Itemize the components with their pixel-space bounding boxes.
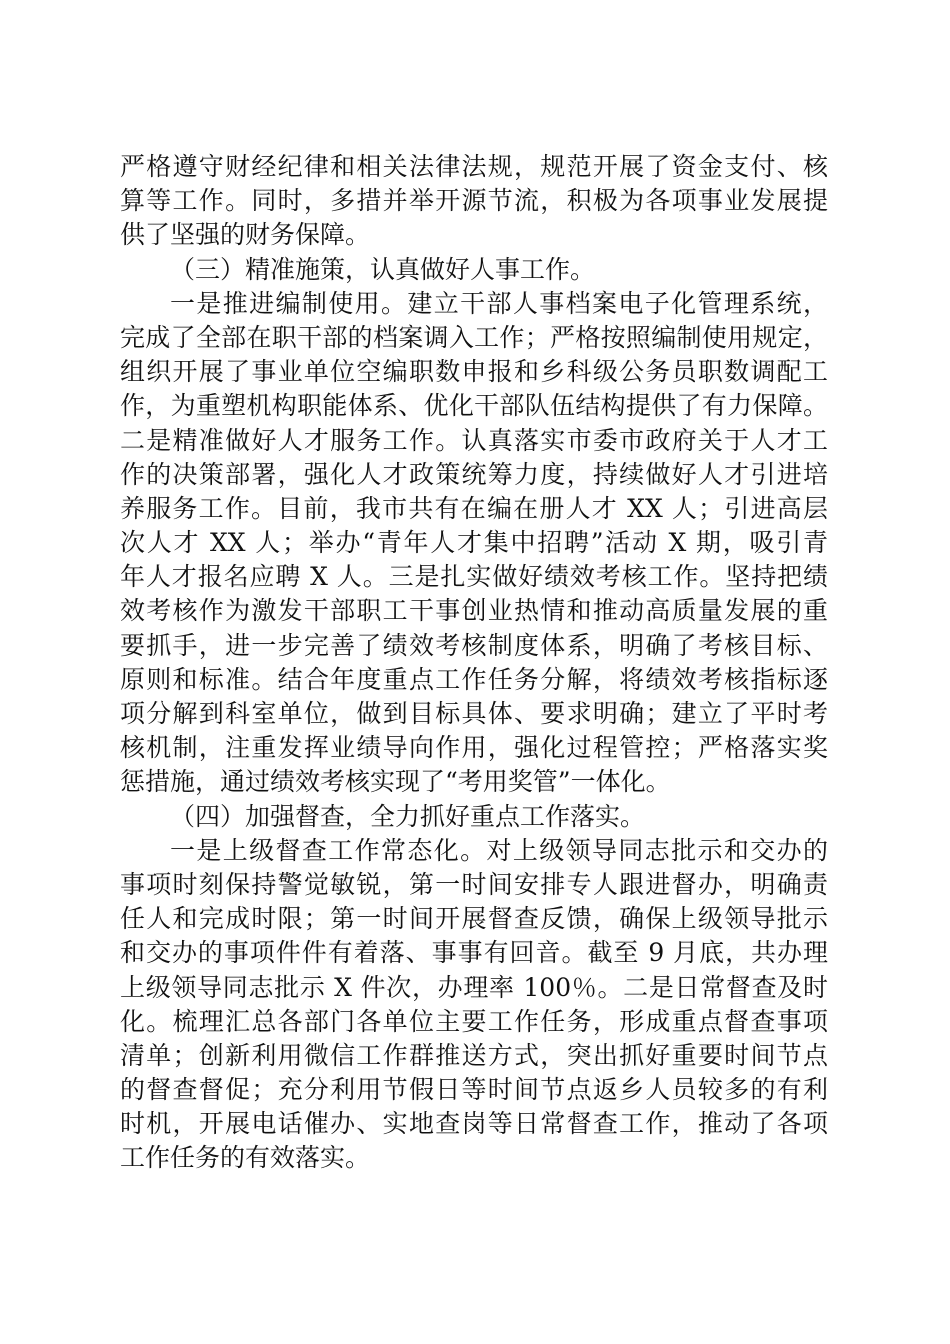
text-line: 时机，开展电话催办、实地查岗等日常督查工作，推动了各项 — [120, 1109, 828, 1139]
text-line: 上级领导同志批示 X 件次，办理率 100％。二是日常督查及时 — [120, 972, 828, 1002]
text-line: 完成了全部在职干部的档案调入工作；严格按照编制使用规定， — [120, 322, 828, 352]
text-line: 一是推进编制使用。建立干部人事档案电子化管理系统， — [170, 288, 828, 318]
text-line: 要抓手，进一步完善了绩效考核制度体系，明确了考核目标、 — [120, 630, 828, 660]
text-line: 化。梳理汇总各部门各单位主要工作任务，形成重点督查事项 — [120, 1006, 828, 1036]
section-heading: （四）加强督查，全力抓好重点工作落实。 — [170, 801, 646, 831]
text-line: 供了坚强的财务保障。 — [120, 220, 371, 250]
text-line: 项分解到科室单位，做到目标具体、要求明确；建立了平时考 — [120, 699, 828, 728]
text-line: 二是精准做好人才服务工作。认真落实市委市政府关于人才工 — [120, 425, 828, 455]
text-line: 次人才 XX 人；举办“青年人才集中招聘”活动 X 期，吸引青 — [120, 528, 828, 558]
text-line: 作，为重塑机构职能体系、优化干部队伍结构提供了有力保障。 — [120, 391, 828, 421]
text-line: 算等工作。同时，多措并举开源节流，积极为各项事业发展提 — [120, 186, 828, 216]
text-line: 效考核作为激发干部职工干事创业热情和推动高质量发展的重 — [120, 596, 828, 626]
text-line: 惩措施，通过绩效考核实现了“考用奖管”一体化。 — [120, 767, 671, 797]
text-line: 严格遵守财经纪律和相关法律法规，规范开展了资金支付、核 — [120, 152, 828, 181]
text-line: 和交办的事项件件有着落、事事有回音。截至 9 月底，共办理 — [120, 938, 828, 968]
text-line: 事项时刻保持警觉敏锐，第一时间安排专人跟进督办，明确责 — [120, 869, 828, 899]
text-line: 原则和标准。结合年度重点工作任务分解，将绩效考核指标逐 — [120, 664, 828, 694]
section-heading: （三）精准施策，认真做好人事工作。 — [170, 254, 596, 284]
text-line: 清单；创新利用微信工作群推送方式，突出抓好重要时间节点 — [120, 1040, 828, 1070]
text-line: 组织开展了事业单位空编职数申报和乡科级公务员职数调配工 — [120, 357, 828, 387]
text-line: 任人和完成时限；第一时间开展督查反馈，确保上级领导批示 — [120, 904, 828, 934]
text-line: 一是上级督查工作常态化。对上级领导同志批示和交办的 — [170, 835, 828, 865]
text-line: 作的决策部署，强化人才政策统筹力度，持续做好人才引进培 — [120, 459, 828, 489]
text-line: 工作任务的有效落实。 — [120, 1143, 371, 1173]
text-line: 年人才报名应聘 X 人。三是扎实做好绩效考核工作。坚持把绩 — [120, 562, 828, 592]
text-line: 的督查督促；充分利用节假日等时间节点返乡人员较多的有利 — [120, 1075, 828, 1105]
document-body — [120, 150, 828, 1176]
text-line: 核机制，注重发挥业绩导向作用，强化过程管控；严格落实奖 — [120, 733, 828, 763]
text-line: 养服务工作。目前，我市共有在编在册人才 XX 人；引进高层 — [120, 493, 828, 523]
